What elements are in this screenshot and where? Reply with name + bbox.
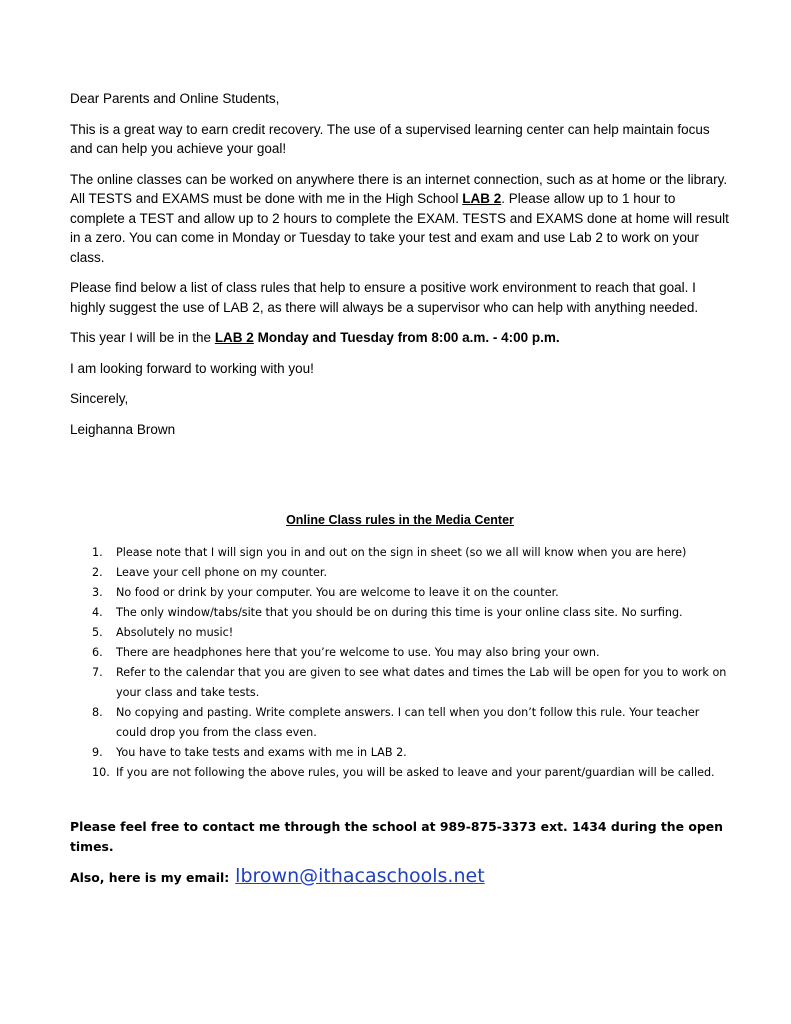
rule-number: 9.: [92, 746, 103, 759]
rules-section: [70, 510, 730, 783]
email-label: Also, here is my email:: [70, 870, 230, 885]
rule-text: If you are not following the above rules, you will be asked to leave and your parent/guardian will be called.: [116, 766, 715, 779]
rule-number: 7.: [92, 666, 103, 679]
lab-hours: Monday and Tuesday from 8:00 a.m. - 4:00 p.m.: [253, 330, 560, 345]
rule-item: [70, 603, 730, 623]
rule-number: 5.: [92, 626, 103, 639]
rule-number: 1.: [92, 546, 103, 559]
signature: Leighanna Brown: [70, 421, 176, 437]
paragraph-1: This is a great way to earn credit recovery. The use of a supervised learning center can help maintain focus and can help you achieve your goal!: [70, 121, 710, 156]
rule-number: 4.: [92, 606, 103, 619]
rule-item: [70, 563, 730, 583]
rule-number: 2.: [92, 566, 103, 579]
rule-text: There are headphones here that you’re welcome to use. You may also bring your own.: [116, 646, 600, 659]
rule-item: [70, 543, 730, 563]
paragraph-4-text-a: This year I will be in the: [70, 330, 215, 345]
email-link[interactable]: lbrown@ithacaschools.net: [235, 865, 485, 887]
rule-number: 6.: [92, 646, 103, 659]
paragraph-2-text-b: . Please allow up to 1 hour to complete a TEST and allow up to 2 hours to complete the EXAM. TESTS and EXAMS done at home will result in a zero. You can come in Monday or Tuesday to take your test and exam and use Lab 2 to work on your class.: [70, 191, 729, 265]
rule-item: [70, 703, 730, 743]
rule-text: Leave your cell phone on my counter.: [116, 566, 328, 579]
rule-item: [70, 583, 730, 603]
lab-2-emphasis-2: LAB 2: [214, 330, 254, 345]
greeting: Dear Parents and Online Students,: [70, 91, 280, 106]
rule-text: No food or drink by your computer. You are welcome to leave it on the counter.: [116, 586, 559, 599]
rule-text: Refer to the calendar that you are given to see what dates and times the Lab will be open for you to work on your class and take tests.: [116, 666, 727, 699]
rule-number: 8.: [92, 706, 103, 719]
email-line: [70, 863, 760, 891]
rule-text: Absolutely no music!: [116, 626, 234, 639]
paragraph-4: [70, 328, 730, 348]
rules-title: Online Class rules in the Media Center: [286, 513, 514, 527]
rule-item: [70, 763, 730, 783]
rule-item: [70, 663, 730, 703]
rule-item: [70, 623, 730, 643]
paragraph-2: [70, 170, 730, 268]
rule-text: The only window/tabs/site that you should be on during this time is your online class site. No surfing.: [116, 606, 683, 619]
rule-number: 3.: [92, 586, 103, 599]
closing: Sincerely,: [70, 391, 129, 406]
lab-2-emphasis: LAB 2: [462, 191, 502, 206]
paragraph-5: I am looking forward to working with you!: [70, 360, 314, 376]
rules-list: [70, 543, 730, 783]
paragraph-3: Please find below a list of class rules that help to ensure a positive work environment to reach that goal. I highly suggest the use of LAB 2, as there will always be a supervisor who can help with anything needed.: [70, 280, 699, 315]
contact-line: Please feel free to contact me through the school at 989-875-3373 ext. 1434 during the open times.: [70, 819, 723, 854]
rule-text: No copying and pasting. Write complete answers. I can tell when you don’t follow this rule. Your teacher could drop you from the class even.: [116, 706, 700, 739]
rule-number: 10.: [92, 766, 110, 779]
rule-item: [70, 743, 730, 763]
rule-text: Please note that I will sign you in and out on the sign in sheet (so we all will know when you are here): [116, 546, 687, 559]
rule-text: You have to take tests and exams with me in LAB 2.: [116, 746, 407, 759]
letter-body: [70, 89, 730, 450]
rule-item: [70, 643, 730, 663]
paragraph-2-text-a: The online classes can be worked on anywhere there is an internet connection, such as at home or the library. All TESTS and EXAMS must be done with me in the High School: [70, 171, 728, 206]
contact-section: [70, 817, 760, 891]
